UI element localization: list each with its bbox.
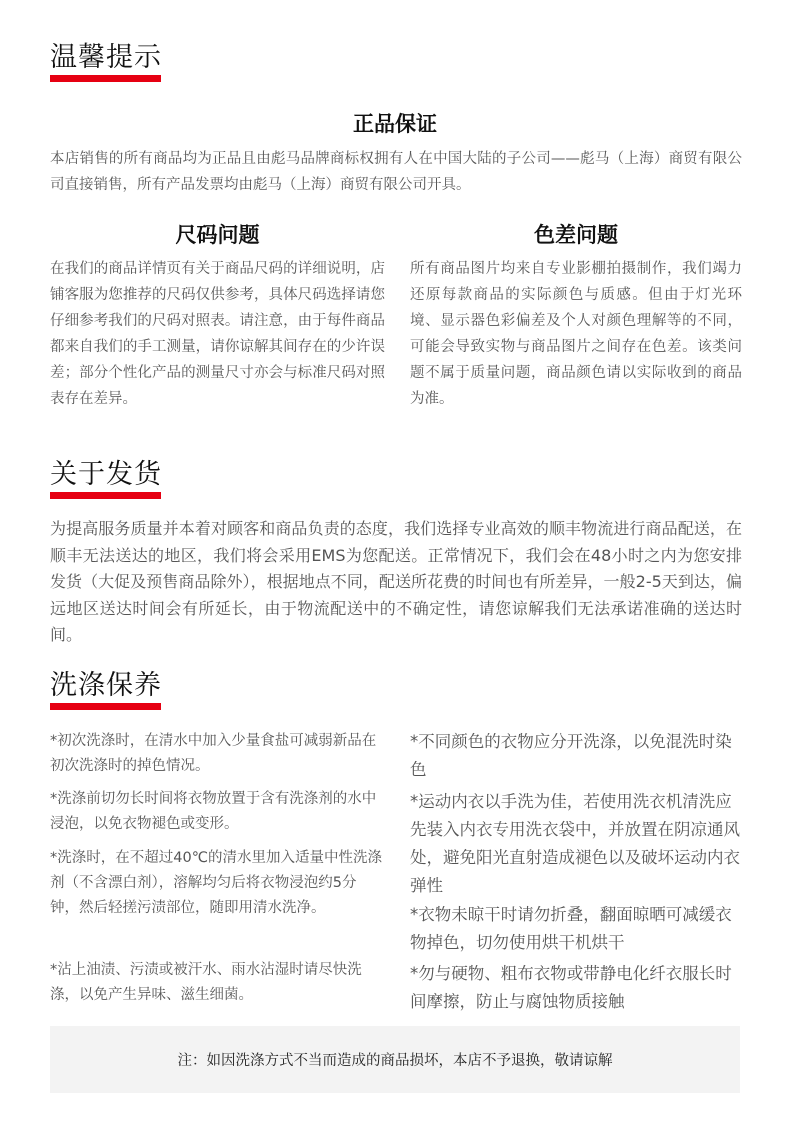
care-right-item-4: *勿与硬物、粗布衣物或带静电化纤衣服长时间摩擦，防止与腐蚀物质接触 [410, 964, 732, 1011]
care-left-item-4: *沾上油渍、污渍或被汗水、雨水沾湿时请尽快洗涤，以免产生异味、滋生细菌。 [50, 962, 362, 1003]
care-left-item-2: *洗涤前切勿长时间将衣物放置于含有洗涤剂的水中浸泡，以免衣物褪色或变形。 [50, 791, 377, 832]
care-right-item-3: *衣物未晾干时请勿折叠，翻面晾晒可减缓衣物掉色，切勿使用烘干机烘干 [410, 905, 732, 952]
heading-color: 色差问题 [534, 223, 618, 247]
genuine-text: 本店销售的所有商品均为正品且由彪马品牌商标权拥有人在中国大陆的子公司——彪马（上海）商贸有限公司直接销售，所有产品发票均由彪马（上海）商贸有限公司开具。 [50, 151, 742, 193]
size-text: 在我们的商品详情页有关于商品尺码的详细说明，店铺客服为您推荐的尺码仅供参考，具体尺码选择请您仔细参考我们的尺码对照表。请注意，由于每件商品都来自我们的手工测量，请你谅解其间存在的少许误差；部分个性化产品的测量尺寸亦会与标准尺码对照表存在差异。 [50, 261, 385, 407]
care-right-item-2: *运动内衣以手洗为佳，若使用洗衣机清洗应先装入内衣专用洗衣袋中，并放置在阴凉通风处，避免阳光直射造成褪色以及破坏运动内衣弹性 [410, 792, 740, 895]
section-title-shipping: 关于发货 [50, 459, 162, 490]
care-left-item-1: *初次洗涤时，在清水中加入少量食盐可减弱新品在初次洗涤时的掉色情况。 [50, 733, 377, 774]
section-title-tips: 温馨提示 [50, 42, 162, 73]
care-note-box [50, 1026, 740, 1093]
care-right-item-1: *不同颜色的衣物应分开洗涤，以免混洗时染色 [410, 732, 732, 779]
section-title-care: 洗涤保养 [50, 670, 162, 701]
heading-genuine: 正品保证 [353, 112, 437, 136]
title-underline-tips [50, 75, 161, 82]
care-note-text: 注：如因洗涤方式不当而造成的商品损坏，本店不予退换，敬请谅解 [177, 1053, 613, 1069]
care-left-item-3: *洗涤时，在不超过40℃的清水里加入适量中性洗涤剂（不含漂白剂），溶解均匀后将衣物浸泡约5分钟，然后轻搓污渍部位，随即用清水洗净。 [50, 850, 382, 916]
heading-size: 尺码问题 [175, 223, 260, 247]
title-underline-care [50, 703, 161, 710]
shipping-text: 为提高服务质量并本着对顾客和商品负责的态度，我们选择专业高效的顺丰物流进行商品配送，在顺丰无法送达的地区，我们将会采用EMS为您配送。正常情况下，我们会在48小时之内为您安排发货（大促及预售商品除外），根据地点不同，配送所花费的时间也有所差异，一般2-5天到达，偏远地区送达时间会有所延长，由于物流配送中的不确定性，请您谅解我们无法承诺准确的送达时间。 [50, 519, 742, 644]
color-text: 所有商品图片均来自专业影棚拍摄制作，我们竭力还原每款商品的实际颜色与质感。但由于灯光环境、显示器色彩偏差及个人对颜色理解等的不同，可能会导致实物与商品图片之间存在色差。该类问题不属于质量问题，商品颜色请以实际收到的商品为准。 [410, 261, 742, 407]
title-underline-shipping [50, 492, 161, 499]
